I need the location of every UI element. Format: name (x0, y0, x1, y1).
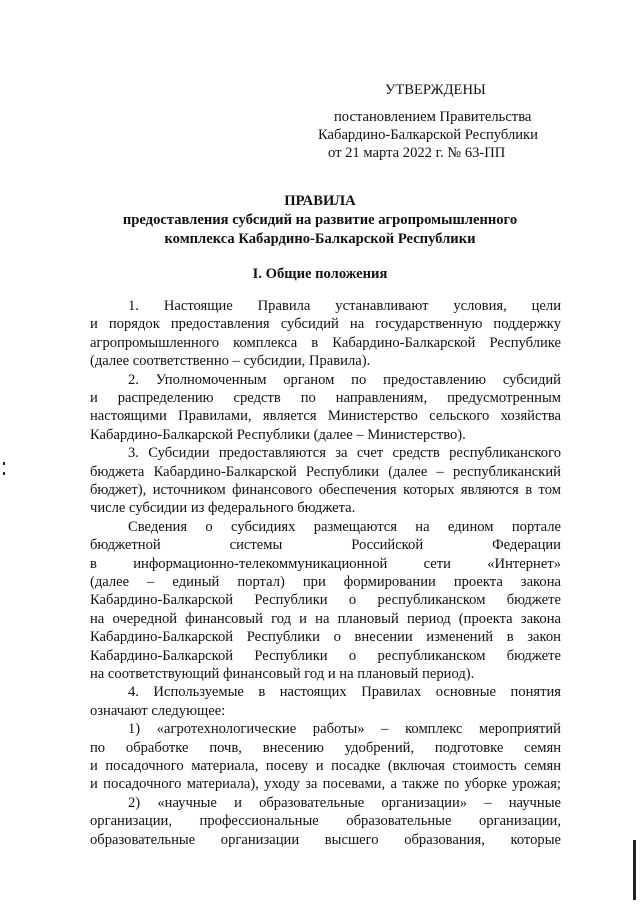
scan-edge-right (633, 840, 636, 900)
body-line: 2) «научные и образовательные организации» – научные (128, 794, 561, 811)
body-line: образовательные организации высшего образования, которые (90, 831, 561, 848)
body-line: числе субсидии из федерального бюджета. (90, 500, 356, 517)
body-line: и распределению средств по направлениям, предусмотренным (90, 390, 561, 406)
body-line: 1. Настоящие Правила устанавливают условия, цели (128, 298, 561, 314)
approval-stamp: УТВЕРЖДЕНЫ (385, 82, 486, 98)
body-line: на очередной финансовый год и на плановый период (проекта закона (90, 610, 561, 627)
body-line: агропромышленного комплекса в Кабардино-Балкарской Республике (90, 334, 561, 351)
body-line: Сведения о субсидиях размещаются на едином портале (128, 518, 561, 535)
body-line: в информационно-телекоммуникационной сети «Интернет» (90, 555, 561, 572)
body-line: настоящими Правилами, является Министерство сельского хозяйства (90, 408, 561, 425)
body-line: Кабардино-Балкарской Республики (далее – Министерство). (90, 426, 466, 443)
body-line: на соответствующий финансовый год и на плановый период). (90, 666, 475, 682)
body-line: Кабардино-Балкарской Республики о внесении изменений в закон (90, 629, 561, 646)
body-line: 1) «агротехнологические работы» – комплекс мероприятий (128, 721, 561, 738)
document-title: ПРАВИЛА (284, 193, 356, 209)
document-subtitle-1: предоставления субсидий на развитие агропромышленного (122, 212, 518, 228)
body-line: Кабардино-Балкарской Республики о республиканском бюджете (90, 592, 561, 609)
body-line: бюджетной системы Российской Федерации (90, 537, 561, 554)
approval-line-1: постановлением Правительства (334, 109, 532, 125)
document-subtitle-2: комплекса Кабардино-Балкарской Республики (164, 231, 476, 247)
body-line: бюджета Кабардино-Балкарской Республики (далее – республиканский (90, 463, 561, 480)
scan-mark-left-2 (3, 472, 5, 475)
body-line: (далее соответственно – субсидии, Правила). (90, 353, 371, 370)
approval-line-3: от 21 марта 2022 г. № 63-ПП (328, 145, 506, 161)
body-line: организации, профессиональные образовательные организации, (90, 813, 561, 830)
body-line: бюджет), источником финансового обеспечения которых являются в том (90, 482, 561, 498)
body-line: и посадочного материала, посеву и посадке (включая стоимость семян (90, 758, 561, 774)
body-line: и посадочного материала), уходу за посевами, а также по уборке урожая; (90, 776, 561, 793)
body-line: и порядок предоставления субсидий на государственную поддержку (90, 316, 561, 333)
body-line: (далее – единый портал) при формировании проекта закона (90, 574, 561, 590)
body-line: 3. Субсидии предоставляются за счет средств республиканского (128, 445, 561, 462)
approval-line-2: Кабардино-Балкарской Республики (318, 127, 538, 143)
scan-mark-left (3, 462, 5, 465)
body-line: по обработке почв, внесению удобрений, подготовке семян (90, 739, 561, 756)
body-line: означают следующее: (90, 702, 226, 719)
body-line: Кабардино-Балкарской Республики о республиканском бюджете (90, 647, 561, 664)
section-heading: I. Общие положения (252, 266, 388, 282)
body-line: 4. Используемые в настоящих Правилах основные понятия (128, 684, 561, 701)
body-line: 2. Уполномоченным органом по предоставлению субсидий (128, 371, 561, 388)
